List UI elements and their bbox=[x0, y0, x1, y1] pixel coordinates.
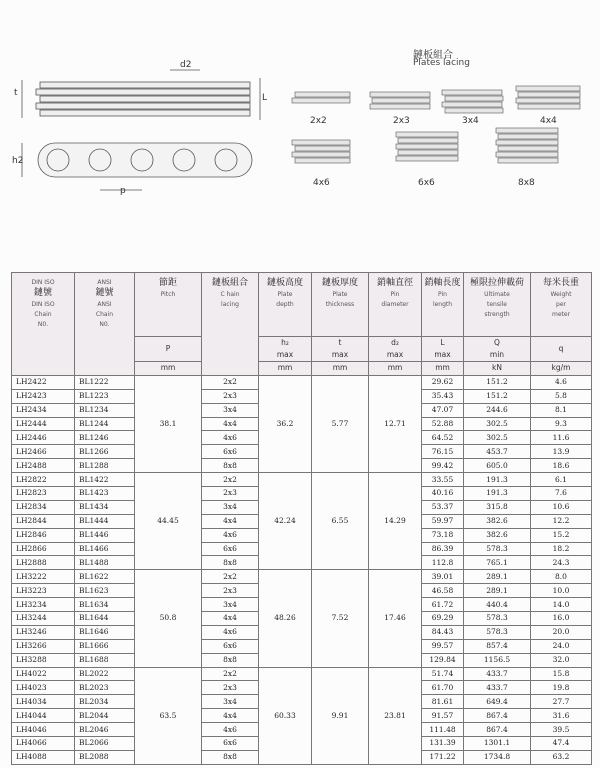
cell-ansi: BL1422 bbox=[75, 473, 135, 487]
cell-ansi: BL2023 bbox=[75, 681, 135, 695]
col-pitch: 節距 Pitch bbox=[135, 273, 202, 337]
cell-ansi: BL2046 bbox=[75, 723, 135, 737]
cell-lacing: 3x4 bbox=[202, 598, 259, 612]
chain-spec-table bbox=[11, 272, 592, 765]
cell-lacing: 8x8 bbox=[202, 556, 259, 570]
cell-weight: 32.0 bbox=[531, 653, 592, 667]
cell-ansi: BL2088 bbox=[75, 750, 135, 764]
cell-length: 59.97 bbox=[422, 514, 464, 528]
cell-weight: 39.5 bbox=[531, 723, 592, 737]
cell-strength: 605.0 bbox=[464, 459, 531, 473]
cell-weight: 13.9 bbox=[531, 445, 592, 459]
cell-length: 39.01 bbox=[422, 570, 464, 584]
cell-strength: 857.4 bbox=[464, 639, 531, 653]
cell-ansi: BL1434 bbox=[75, 500, 135, 514]
cell-length: 131.39 bbox=[422, 737, 464, 751]
sym-length: L max bbox=[422, 337, 464, 362]
cell-ansi: BL1488 bbox=[75, 556, 135, 570]
cell-weight: 18.6 bbox=[531, 459, 592, 473]
cell-ansi: BL2034 bbox=[75, 695, 135, 709]
cell-weight: 31.6 bbox=[531, 709, 592, 723]
cell-din: LH3244 bbox=[12, 612, 75, 626]
cell-length: 81.61 bbox=[422, 695, 464, 709]
unit-length: mm bbox=[422, 362, 464, 376]
cell-thickness: 7.52 bbox=[312, 570, 369, 667]
cell-weight: 16.0 bbox=[531, 612, 592, 626]
cell-pin: 23.81 bbox=[369, 667, 422, 764]
lacing-label-4x6: 4x6 bbox=[313, 178, 330, 188]
cell-length: 61.70 bbox=[422, 681, 464, 695]
cell-length: 99.42 bbox=[422, 459, 464, 473]
table-row bbox=[12, 667, 592, 681]
lacing-samples bbox=[292, 86, 580, 163]
cell-lacing: 2x3 bbox=[202, 487, 259, 501]
cell-ansi: BL1266 bbox=[75, 445, 135, 459]
cell-lacing: 2x3 bbox=[202, 389, 259, 403]
cell-lacing: 8x8 bbox=[202, 459, 259, 473]
cell-weight: 4.6 bbox=[531, 375, 592, 389]
cell-weight: 19.8 bbox=[531, 681, 592, 695]
cell-din: LH4034 bbox=[12, 695, 75, 709]
cell-weight: 15.2 bbox=[531, 528, 592, 542]
cell-ansi: BL2066 bbox=[75, 737, 135, 751]
cell-din: LH2422 bbox=[12, 375, 75, 389]
cell-strength: 289.1 bbox=[464, 570, 531, 584]
cell-weight: 15.8 bbox=[531, 667, 592, 681]
cell-din: LH2423 bbox=[12, 389, 75, 403]
cell-lacing: 2x2 bbox=[202, 570, 259, 584]
cell-din: LH4066 bbox=[12, 737, 75, 751]
sym-pin: d₂ max bbox=[369, 337, 422, 362]
cell-length: 129.84 bbox=[422, 653, 464, 667]
cell-ansi: BL1288 bbox=[75, 459, 135, 473]
cell-din: LH2888 bbox=[12, 556, 75, 570]
cell-weight: 10.0 bbox=[531, 584, 592, 598]
cell-din: LH2488 bbox=[12, 459, 75, 473]
cell-lacing: 4x6 bbox=[202, 528, 259, 542]
cell-din: LH2466 bbox=[12, 445, 75, 459]
cell-din: LH2846 bbox=[12, 528, 75, 542]
unit-pitch: mm bbox=[135, 362, 202, 376]
chain-side-view bbox=[22, 70, 260, 120]
cell-din: LH4088 bbox=[12, 750, 75, 764]
sym-depth: h₂ max bbox=[259, 337, 312, 362]
cell-length: 40.16 bbox=[422, 487, 464, 501]
cell-strength: 433.7 bbox=[464, 681, 531, 695]
cell-lacing: 6x6 bbox=[202, 639, 259, 653]
cell-weight: 11.6 bbox=[531, 431, 592, 445]
cell-din: LH3288 bbox=[12, 653, 75, 667]
cell-din: LH3234 bbox=[12, 598, 75, 612]
label-p: p bbox=[120, 186, 126, 196]
chain-front-view bbox=[22, 143, 252, 190]
cell-weight: 20.0 bbox=[531, 625, 592, 639]
cell-strength: 151.2 bbox=[464, 375, 531, 389]
cell-lacing: 6x6 bbox=[202, 737, 259, 751]
label-L: L bbox=[262, 93, 268, 103]
cell-strength: 867.4 bbox=[464, 723, 531, 737]
cell-length: 61.72 bbox=[422, 598, 464, 612]
cell-weight: 12.2 bbox=[531, 514, 592, 528]
cell-lacing: 2x2 bbox=[202, 473, 259, 487]
col-depth: 鏈板高度 Plate depth bbox=[259, 273, 312, 337]
cell-weight: 8.0 bbox=[531, 570, 592, 584]
cell-din: LH4022 bbox=[12, 667, 75, 681]
cell-ansi: BL1622 bbox=[75, 570, 135, 584]
cell-lacing: 2x2 bbox=[202, 375, 259, 389]
cell-strength: 1156.5 bbox=[464, 653, 531, 667]
cell-ansi: BL1688 bbox=[75, 653, 135, 667]
cell-length: 73.18 bbox=[422, 528, 464, 542]
cell-strength: 1734.8 bbox=[464, 750, 531, 764]
cell-ansi: BL1623 bbox=[75, 584, 135, 598]
cell-lacing: 4x4 bbox=[202, 514, 259, 528]
lacing-label-3x4: 3x4 bbox=[462, 116, 479, 126]
cell-length: 171.22 bbox=[422, 750, 464, 764]
col-ansi: ANSI 鏈號 ANSI Chain N0. bbox=[75, 273, 135, 376]
cell-lacing: 6x6 bbox=[202, 445, 259, 459]
cell-din: LH2823 bbox=[12, 487, 75, 501]
plates-lacing-title-zh: 鏈板組合 bbox=[413, 50, 453, 61]
cell-length: 84.43 bbox=[422, 625, 464, 639]
lacing-label-6x6: 6x6 bbox=[418, 178, 435, 188]
cell-weight: 63.2 bbox=[531, 750, 592, 764]
cell-ansi: BL1444 bbox=[75, 514, 135, 528]
unit-depth: mm bbox=[259, 362, 312, 376]
cell-lacing: 4x4 bbox=[202, 709, 259, 723]
cell-pin: 12.71 bbox=[369, 375, 422, 472]
chain-drawings bbox=[0, 0, 600, 250]
cell-thickness: 6.55 bbox=[312, 473, 369, 570]
sym-pitch: P bbox=[135, 337, 202, 362]
col-weight: 每米長重 Weight per meter bbox=[531, 273, 592, 337]
cell-ansi: BL1223 bbox=[75, 389, 135, 403]
cell-length: 64.52 bbox=[422, 431, 464, 445]
cell-length: 47.07 bbox=[422, 403, 464, 417]
cell-lacing: 3x4 bbox=[202, 695, 259, 709]
cell-length: 76.15 bbox=[422, 445, 464, 459]
cell-weight: 47.4 bbox=[531, 737, 592, 751]
cell-strength: 191.3 bbox=[464, 473, 531, 487]
cell-weight: 10.6 bbox=[531, 500, 592, 514]
cell-ansi: BL1222 bbox=[75, 375, 135, 389]
cell-strength: 578.3 bbox=[464, 612, 531, 626]
cell-din: LH2844 bbox=[12, 514, 75, 528]
cell-lacing: 4x4 bbox=[202, 417, 259, 431]
cell-length: 53.37 bbox=[422, 500, 464, 514]
cell-lacing: 8x8 bbox=[202, 653, 259, 667]
cell-pitch: 50.8 bbox=[135, 570, 202, 667]
cell-strength: 382.6 bbox=[464, 514, 531, 528]
cell-pin: 17.46 bbox=[369, 570, 422, 667]
cell-strength: 578.3 bbox=[464, 625, 531, 639]
cell-strength: 453.7 bbox=[464, 445, 531, 459]
cell-ansi: BL1634 bbox=[75, 598, 135, 612]
cell-weight: 8.1 bbox=[531, 403, 592, 417]
cell-lacing: 2x3 bbox=[202, 681, 259, 695]
cell-strength: 433.7 bbox=[464, 667, 531, 681]
cell-strength: 440.4 bbox=[464, 598, 531, 612]
cell-din: LH4046 bbox=[12, 723, 75, 737]
cell-strength: 649.4 bbox=[464, 695, 531, 709]
cell-ansi: BL2022 bbox=[75, 667, 135, 681]
cell-length: 33.55 bbox=[422, 473, 464, 487]
cell-ansi: BL1446 bbox=[75, 528, 135, 542]
cell-weight: 14.0 bbox=[531, 598, 592, 612]
cell-ansi: BL1423 bbox=[75, 487, 135, 501]
cell-strength: 151.2 bbox=[464, 389, 531, 403]
cell-length: 69.29 bbox=[422, 612, 464, 626]
table-row bbox=[12, 375, 592, 389]
unit-thickness: mm bbox=[312, 362, 369, 376]
cell-ansi: BL1244 bbox=[75, 417, 135, 431]
lacing-label-2x3: 2x3 bbox=[393, 116, 410, 126]
cell-ansi: BL2044 bbox=[75, 709, 135, 723]
cell-ansi: BL1234 bbox=[75, 403, 135, 417]
label-h2: h2 bbox=[12, 156, 24, 166]
col-strength: 極限拉伸載荷 Ultimate tensile strength bbox=[464, 273, 531, 337]
lacing-label-2x2: 2x2 bbox=[310, 116, 327, 126]
cell-din: LH2834 bbox=[12, 500, 75, 514]
cell-pitch: 38.1 bbox=[135, 375, 202, 472]
lacing-label-4x4: 4x4 bbox=[540, 116, 557, 126]
cell-din: LH2446 bbox=[12, 431, 75, 445]
cell-strength: 289.1 bbox=[464, 584, 531, 598]
sym-strength: Q min bbox=[464, 337, 531, 362]
sym-weight: q bbox=[531, 337, 592, 362]
unit-strength: kN bbox=[464, 362, 531, 376]
unit-weight: kg/m bbox=[531, 362, 592, 376]
cell-lacing: 3x4 bbox=[202, 500, 259, 514]
cell-strength: 1301.1 bbox=[464, 737, 531, 751]
lacing-label-8x8: 8x8 bbox=[518, 178, 535, 188]
cell-length: 99.57 bbox=[422, 639, 464, 653]
col-thickness: 鏈板厚度 Plate thickness bbox=[312, 273, 369, 337]
cell-strength: 302.5 bbox=[464, 431, 531, 445]
cell-length: 29.62 bbox=[422, 375, 464, 389]
cell-lacing: 2x3 bbox=[202, 584, 259, 598]
label-d2: d2 bbox=[180, 60, 192, 70]
cell-din: LH3266 bbox=[12, 639, 75, 653]
spec-table-body bbox=[12, 375, 592, 764]
cell-lacing: 4x6 bbox=[202, 723, 259, 737]
cell-weight: 9.3 bbox=[531, 417, 592, 431]
table-row bbox=[12, 570, 592, 584]
cell-ansi: BL1246 bbox=[75, 431, 135, 445]
cell-length: 35.43 bbox=[422, 389, 464, 403]
cell-lacing: 8x8 bbox=[202, 750, 259, 764]
col-length: 銷軸長度 Pin length bbox=[422, 273, 464, 337]
cell-lacing: 4x4 bbox=[202, 612, 259, 626]
cell-din: LH4044 bbox=[12, 709, 75, 723]
cell-lacing: 4x6 bbox=[202, 625, 259, 639]
sym-thickness: t max bbox=[312, 337, 369, 362]
cell-strength: 302.5 bbox=[464, 417, 531, 431]
cell-weight: 24.0 bbox=[531, 639, 592, 653]
cell-ansi: BL1644 bbox=[75, 612, 135, 626]
chain-diagram-svg bbox=[0, 0, 600, 250]
cell-length: 46.58 bbox=[422, 584, 464, 598]
table-row bbox=[12, 473, 592, 487]
cell-weight: 5.8 bbox=[531, 389, 592, 403]
cell-ansi: BL1466 bbox=[75, 542, 135, 556]
cell-din: LH3223 bbox=[12, 584, 75, 598]
cell-pin: 14.29 bbox=[369, 473, 422, 570]
cell-din: LH2866 bbox=[12, 542, 75, 556]
unit-pin: mm bbox=[369, 362, 422, 376]
cell-weight: 6.1 bbox=[531, 473, 592, 487]
plates-lacing-title-en: Plates lacing bbox=[413, 58, 470, 68]
cell-din: LH3222 bbox=[12, 570, 75, 584]
cell-strength: 244.6 bbox=[464, 403, 531, 417]
cell-pitch: 63.5 bbox=[135, 667, 202, 764]
cell-din: LH3246 bbox=[12, 625, 75, 639]
cell-length: 52.88 bbox=[422, 417, 464, 431]
cell-thickness: 9.91 bbox=[312, 667, 369, 764]
cell-lacing: 4x6 bbox=[202, 431, 259, 445]
cell-din: LH4023 bbox=[12, 681, 75, 695]
cell-depth: 42.24 bbox=[259, 473, 312, 570]
cell-weight: 27.7 bbox=[531, 695, 592, 709]
cell-ansi: BL1646 bbox=[75, 625, 135, 639]
cell-strength: 867.4 bbox=[464, 709, 531, 723]
cell-depth: 60.33 bbox=[259, 667, 312, 764]
cell-length: 111.48 bbox=[422, 723, 464, 737]
cell-length: 51.74 bbox=[422, 667, 464, 681]
cell-ansi: BL1666 bbox=[75, 639, 135, 653]
cell-lacing: 6x6 bbox=[202, 542, 259, 556]
cell-lacing: 2x2 bbox=[202, 667, 259, 681]
cell-strength: 578.3 bbox=[464, 542, 531, 556]
cell-weight: 24.3 bbox=[531, 556, 592, 570]
cell-strength: 315.8 bbox=[464, 500, 531, 514]
cell-weight: 7.6 bbox=[531, 487, 592, 501]
cell-strength: 382.6 bbox=[464, 528, 531, 542]
cell-length: 91.57 bbox=[422, 709, 464, 723]
cell-length: 112.8 bbox=[422, 556, 464, 570]
col-din: DIN ISO 鏈號 DIN ISO Chain N0. bbox=[12, 273, 75, 376]
cell-din: LH2434 bbox=[12, 403, 75, 417]
col-lacing: 鏈板組合 C hain lacing bbox=[202, 273, 259, 376]
cell-depth: 48.26 bbox=[259, 570, 312, 667]
cell-strength: 191.3 bbox=[464, 487, 531, 501]
label-t: t bbox=[14, 88, 18, 98]
cell-strength: 765.1 bbox=[464, 556, 531, 570]
cell-depth: 36.2 bbox=[259, 375, 312, 472]
cell-din: LH2444 bbox=[12, 417, 75, 431]
cell-length: 86.39 bbox=[422, 542, 464, 556]
cell-thickness: 5.77 bbox=[312, 375, 369, 472]
cell-weight: 18.2 bbox=[531, 542, 592, 556]
cell-lacing: 3x4 bbox=[202, 403, 259, 417]
cell-din: LH2822 bbox=[12, 473, 75, 487]
cell-pitch: 44.45 bbox=[135, 473, 202, 570]
col-pin: 銷軸直徑 Pin diameter bbox=[369, 273, 422, 337]
